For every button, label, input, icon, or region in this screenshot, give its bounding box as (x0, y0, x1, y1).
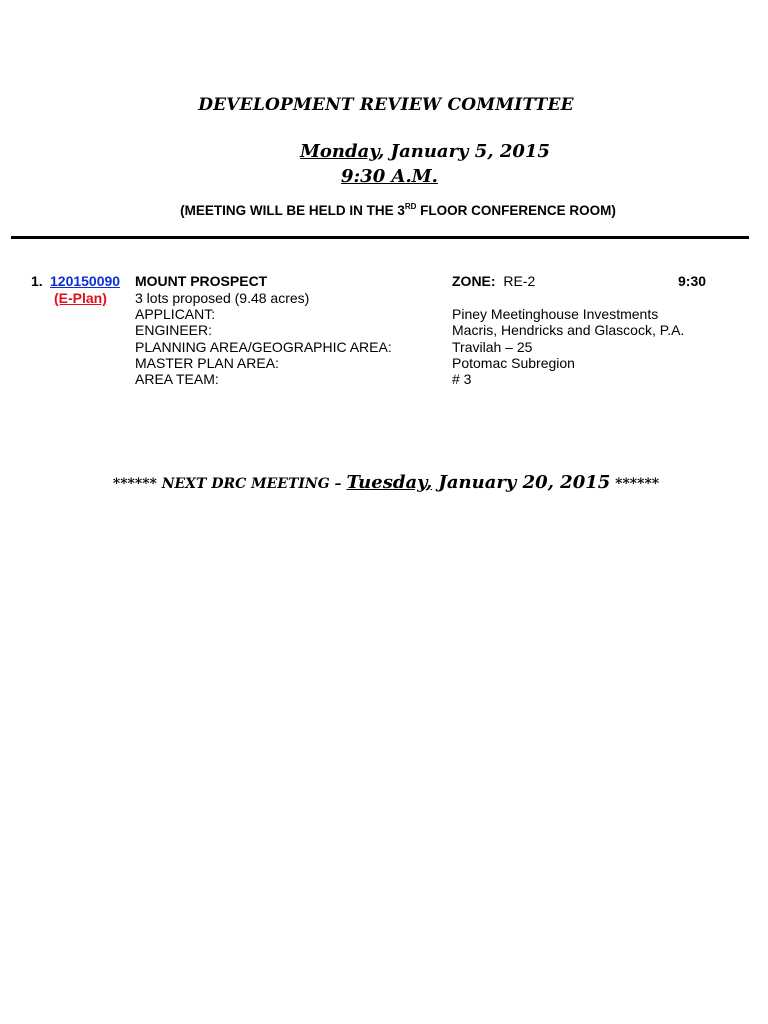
master-plan-value: Potomac Subregion (452, 355, 575, 371)
note-prefix: (MEETING WILL BE HELD IN THE 3 (180, 203, 405, 218)
meeting-day: Monday (300, 141, 379, 162)
applicant-label: APPLICANT: (135, 306, 216, 322)
meeting-date-rest: , January 5, 2015 (378, 141, 550, 162)
master-plan-label: MASTER PLAN AREA: (135, 355, 279, 371)
note-superscript: RD (404, 202, 417, 211)
project-name: MOUNT PROSPECT (135, 273, 268, 289)
zone-value: RE-2 (503, 273, 536, 289)
meeting-location-note (0, 203, 768, 218)
area-team-label: AREA TEAM: (135, 371, 219, 387)
area-team-value: # 3 (452, 371, 472, 387)
next-meeting-date: January 20, 2015 (432, 472, 611, 493)
item-number: 1. (31, 273, 43, 289)
zone (452, 273, 535, 290)
note-suffix: FLOOR CONFERENCE ROOM) (416, 203, 616, 218)
page-title: DEVELOPMENT REVIEW COMMITTEE (198, 95, 574, 115)
meeting-time: 9:30 A.M. (341, 166, 438, 187)
meeting-date (300, 141, 550, 162)
header-divider (11, 236, 749, 239)
planning-area-value: Travilah – 25 (452, 339, 533, 355)
planning-area-label: PLANNING AREA/GEOGRAPHIC AREA: (135, 339, 392, 355)
next-meeting-notice (0, 472, 768, 493)
eplan-link[interactable]: (E-Plan) (54, 290, 107, 306)
next-meeting-suffix: ****** (610, 476, 660, 492)
plan-number-link[interactable]: 120150090 (50, 273, 121, 289)
applicant-value: Piney Meetinghouse Investments (452, 306, 659, 322)
engineer-value: Macris, Hendricks and Glascock, P.A. (452, 322, 685, 338)
project-summary: 3 lots proposed (9.48 acres) (135, 290, 310, 306)
item-time: 9:30 (678, 273, 707, 289)
zone-label: ZONE: (452, 273, 496, 289)
next-meeting-prefix: ****** NEXT DRC MEETING – (112, 476, 347, 492)
engineer-label: ENGINEER: (135, 322, 213, 338)
next-meeting-day: Tuesday, (346, 472, 433, 493)
